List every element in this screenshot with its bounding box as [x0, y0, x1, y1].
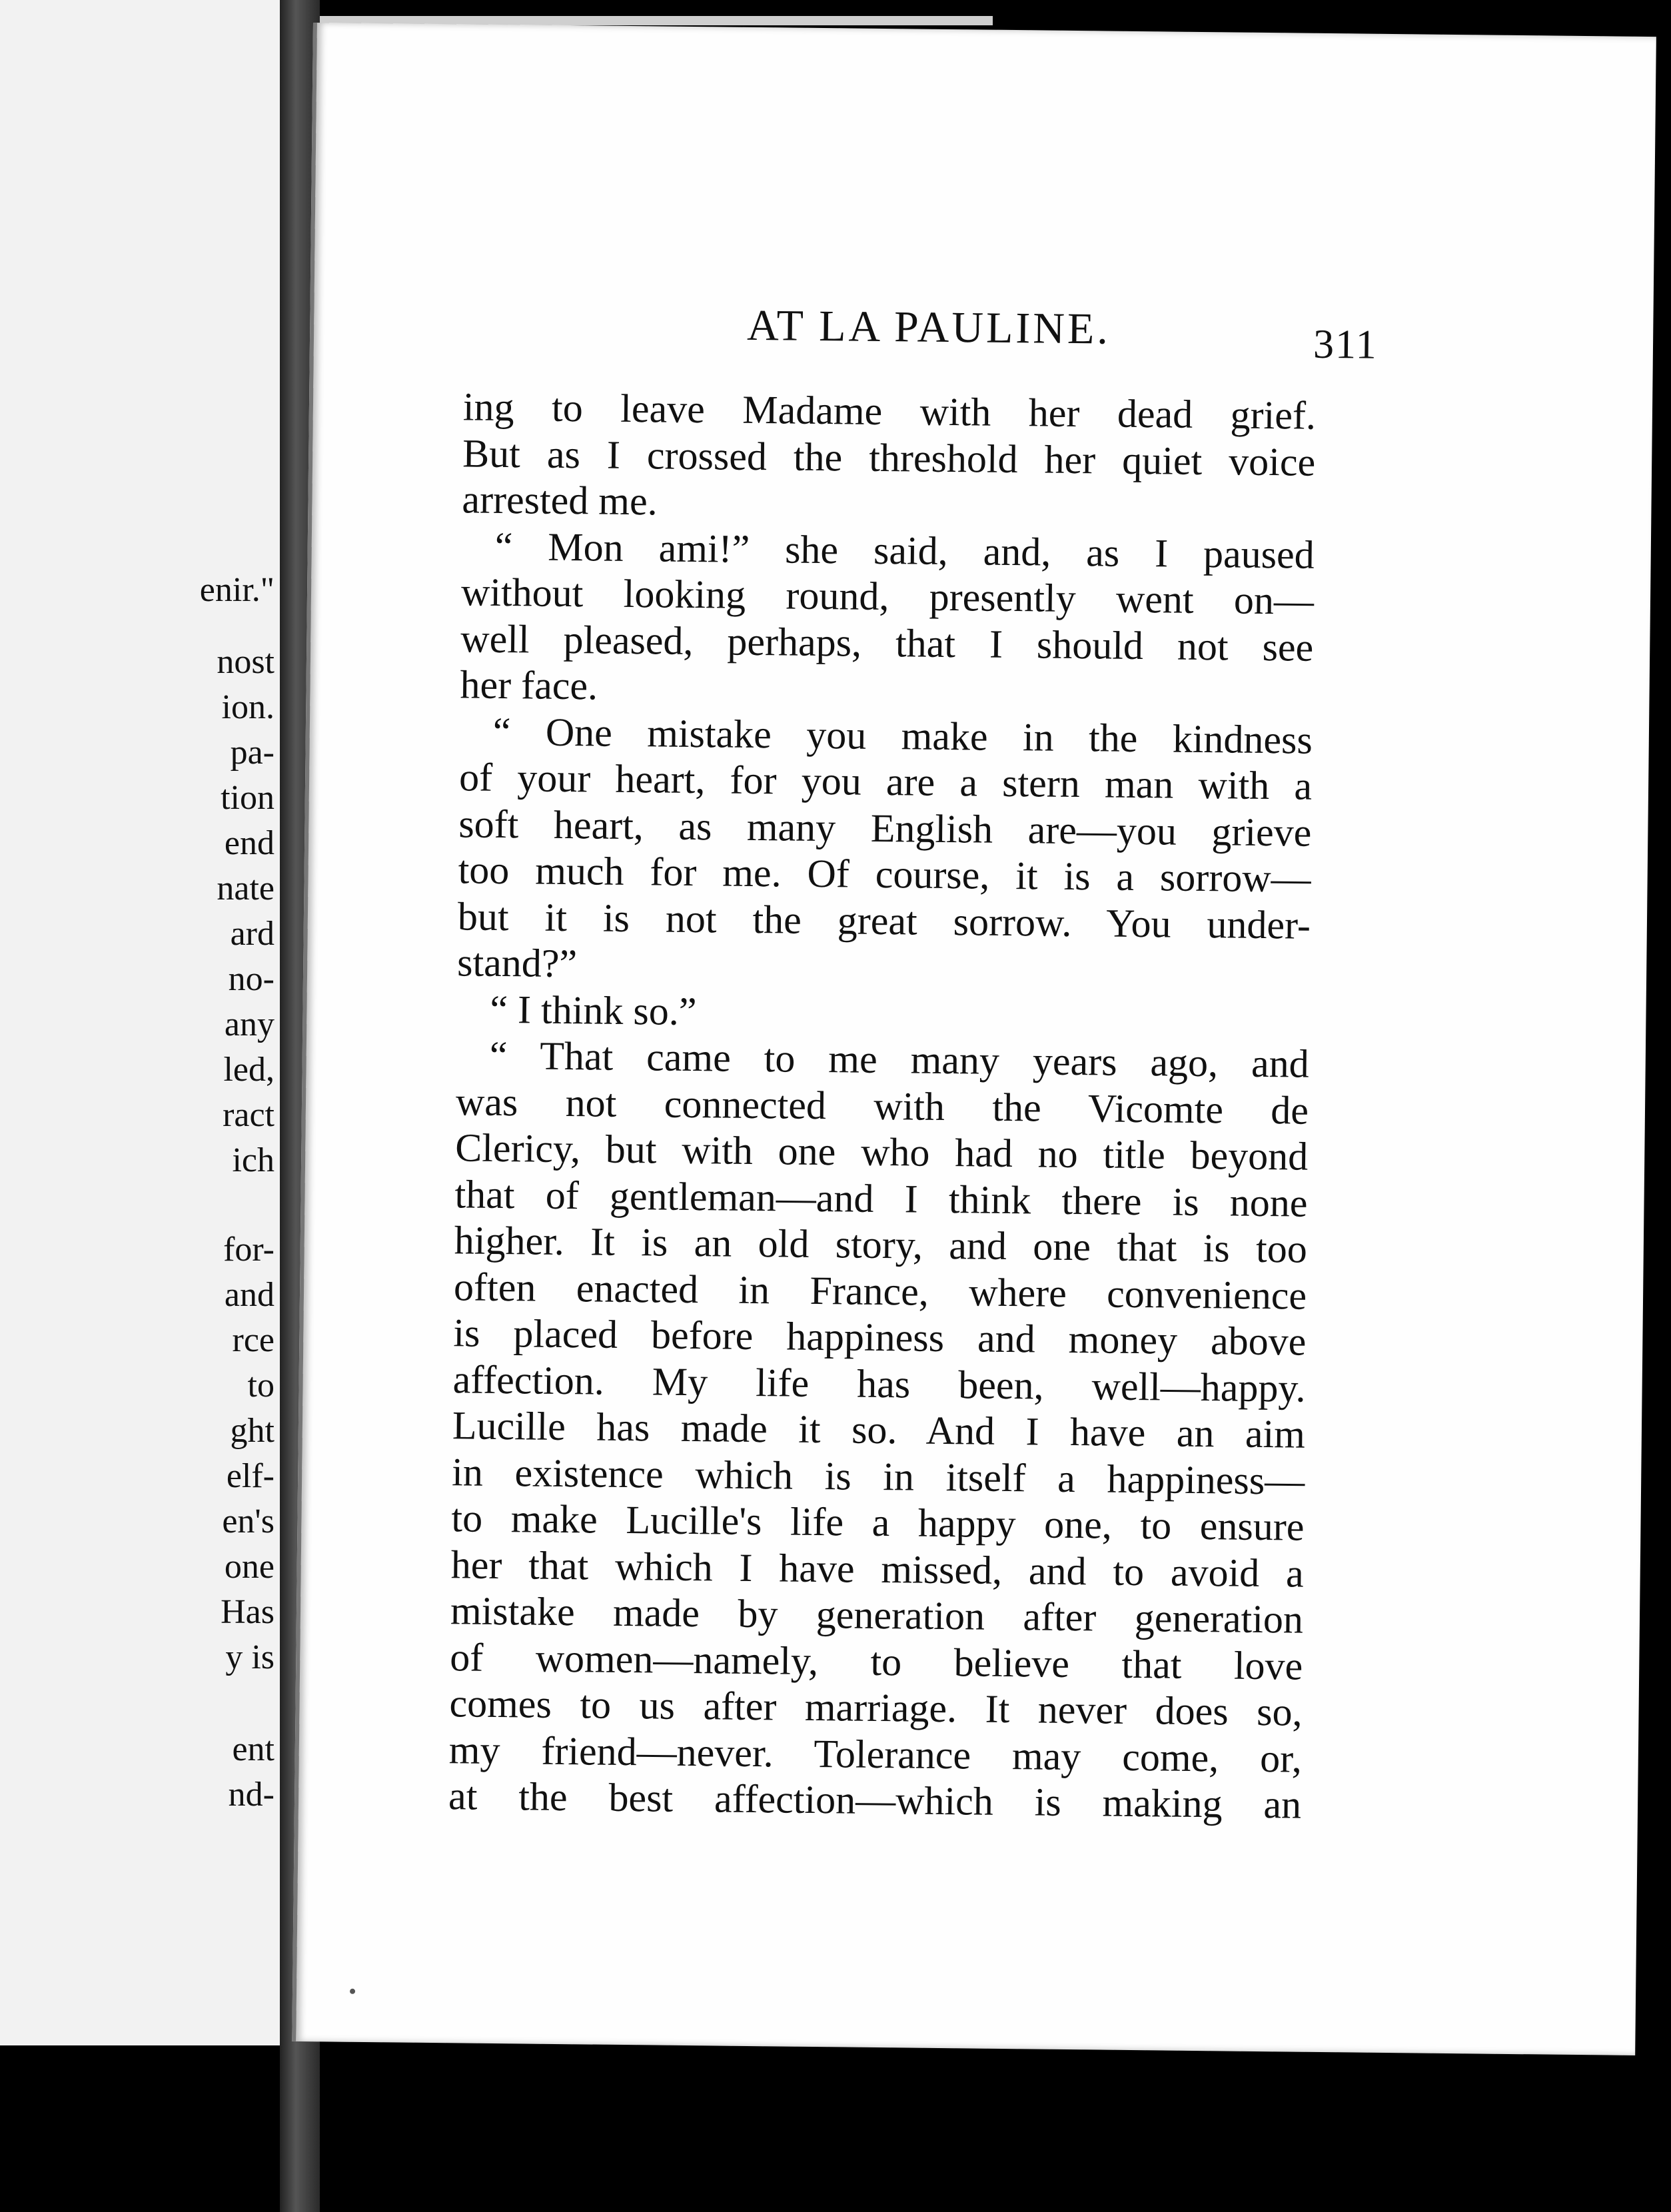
facing-page — [0, 0, 292, 2045]
facing-line: to — [247, 1367, 275, 1404]
text-line: that of gentleman—and I think there is none — [454, 1171, 1308, 1225]
text-line: my friend—never. Tolerance may come, or, — [448, 1727, 1303, 1781]
text-line: well pleased, perhaps, that I should not see — [460, 616, 1314, 670]
facing-line: any — [224, 1005, 275, 1043]
facing-line: ract — [223, 1096, 275, 1134]
text-line: ing to leave Madame with her dead grief. — [462, 384, 1317, 438]
facing-line: ent — [232, 1730, 275, 1768]
facing-line: y is — [225, 1638, 275, 1676]
text-line: without looking round, presently went on— — [460, 570, 1315, 623]
text-line: “ I think so.” — [490, 987, 697, 1033]
text-line: in existence which is in itself a happiness— — [451, 1449, 1305, 1503]
facing-line: ght — [230, 1412, 275, 1450]
text-line: too much for me. Of course, it is a sorrow— — [458, 847, 1311, 901]
text-line: “ Mon ami!” she said, and, as I paused — [494, 524, 1315, 577]
facing-line: ich — [232, 1141, 275, 1179]
text-line: comes to us after marriage. It never does so, — [449, 1681, 1303, 1734]
facing-line: rce — [232, 1321, 275, 1359]
facing-line: ion. — [221, 688, 275, 726]
text-line: her face. — [460, 662, 598, 708]
ink-speck — [350, 1989, 355, 1994]
text-line: soft heart, as many English are—you grieve — [458, 801, 1312, 855]
facing-line: elf- — [226, 1457, 275, 1495]
facing-line: Has — [221, 1593, 275, 1631]
text-line: Clericy, but with one who had no title beyond — [454, 1125, 1309, 1179]
facing-line: nd- — [228, 1776, 275, 1814]
facing-line: enir." — [199, 571, 275, 609]
facing-line: nost — [217, 643, 275, 681]
text-line: often enacted in France, where convenience — [453, 1264, 1307, 1318]
text-line: affection. My life has been, well—happy. — [452, 1357, 1306, 1410]
text-line: mistake made by generation after generation — [450, 1588, 1304, 1642]
text-line: is placed before happiness and money above — [453, 1311, 1307, 1364]
text-line: “ That came to me many years ago, and — [489, 1033, 1310, 1086]
facing-line: pa- — [230, 734, 275, 772]
facing-line: no- — [228, 960, 275, 998]
text-line: of women—namely, to believe that love — [449, 1634, 1303, 1688]
facing-line: nate — [217, 869, 275, 907]
facing-line: for- — [223, 1231, 275, 1269]
text-line: higher. It is an old story, and one that is too — [454, 1218, 1308, 1271]
text-line: “ One mistake you make in the kindness — [492, 709, 1313, 762]
text-line: was not connected with the Vicomte de — [455, 1079, 1309, 1133]
facing-line: ard — [230, 915, 275, 953]
text-line: But as I crossed the threshold her quiet voice — [462, 430, 1316, 484]
text-line: to make Lucille's life a happy one, to ensure — [451, 1496, 1305, 1549]
text-line: but it is not the great sorrow. You under- — [457, 893, 1311, 947]
facing-line: one — [224, 1548, 275, 1586]
text-line: arrested me. — [462, 477, 658, 524]
facing-line: and — [224, 1276, 275, 1314]
facing-line: tion — [221, 779, 275, 817]
facing-line: en's — [222, 1502, 275, 1540]
text-line: at the best affection—which is making an — [448, 1774, 1302, 1827]
text-line: her that which I have missed, and to avoid a — [450, 1542, 1305, 1596]
text-line: of your heart, for you are a stern man with a — [458, 755, 1313, 808]
running-head: AT LA PAULINE. — [746, 300, 1111, 354]
facing-line: led, — [223, 1051, 275, 1089]
book-page — [292, 23, 1656, 2055]
body-text — [448, 384, 1316, 1828]
page-number: 311 — [1313, 321, 1379, 368]
text-line: stand?” — [456, 940, 578, 986]
text-line: Lucille has made it so. And I have an aim — [452, 1403, 1306, 1456]
facing-line: end — [224, 824, 275, 862]
